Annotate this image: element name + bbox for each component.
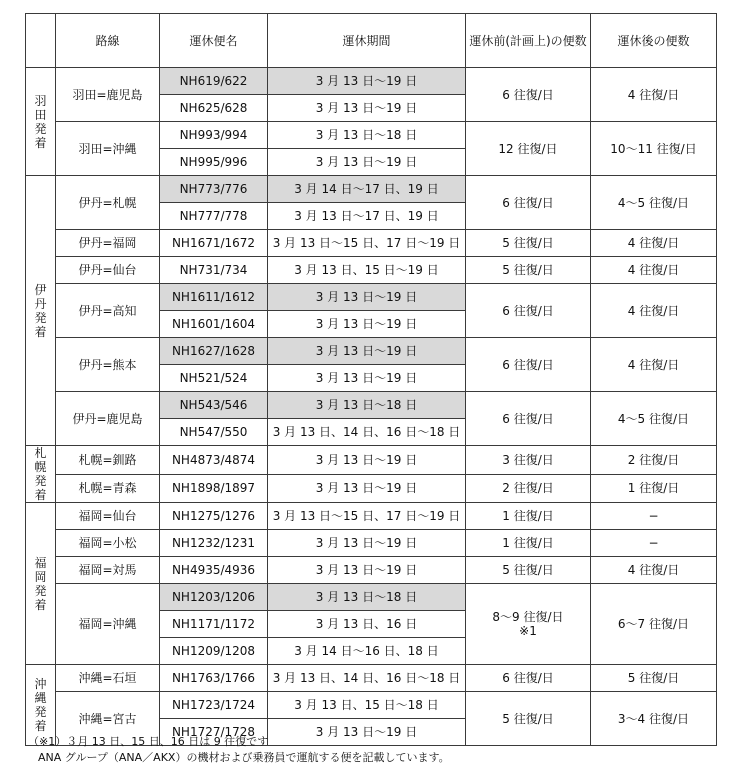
suspension-period-cell: 3 月 13 日、15 日〜18 日 [268, 692, 466, 719]
header-region [26, 14, 56, 68]
flights-after-cell: 4 往復/日 [591, 257, 717, 284]
flights-after-cell: 4 往復/日 [591, 557, 717, 584]
flight-number-cell: NH777/778 [160, 203, 268, 230]
region-label [26, 665, 56, 746]
header-before: 運休前(計画上)の便数 [466, 14, 591, 68]
flight-number-cell: NH1601/1604 [160, 311, 268, 338]
table-row [26, 338, 717, 365]
region-label [26, 446, 56, 503]
route-cell: 伊丹=鹿児島 [56, 392, 160, 446]
flight-number-cell: NH773/776 [160, 176, 268, 203]
flights-after-cell: 10〜11 往復/日 [591, 122, 717, 176]
flight-number-cell: NH1627/1628 [160, 338, 268, 365]
table-row [26, 474, 717, 503]
header-period: 運休期間 [268, 14, 466, 68]
suspension-period-cell: 3 月 13 日〜18 日 [268, 392, 466, 419]
flight-number-cell: NH1171/1172 [160, 611, 268, 638]
flights-before-cell: 5 往復/日 [466, 557, 591, 584]
flights-after-cell: − [591, 503, 717, 530]
suspension-period-cell: 3 月 13 日〜18 日 [268, 584, 466, 611]
route-cell: 伊丹=高知 [56, 284, 160, 338]
suspension-period-cell: 3 月 13 日〜19 日 [268, 311, 466, 338]
route-cell: 札幌=釧路 [56, 446, 160, 475]
flight-suspension-table [25, 13, 717, 746]
flights-before-cell: 6 往復/日 [466, 284, 591, 338]
flights-after-cell: − [591, 530, 717, 557]
flights-after-cell: 4〜5 往復/日 [591, 176, 717, 230]
flight-number-cell: NH731/734 [160, 257, 268, 284]
flight-number-cell: NH1763/1766 [160, 665, 268, 692]
flight-number-cell: NH1727/1728 [160, 719, 268, 746]
suspension-period-cell: 3 月 13 日、16 日 [268, 611, 466, 638]
flight-number-cell: NH625/628 [160, 95, 268, 122]
footnote-2: ANA グループ（ANA／AKX）の機材および乗務員で運航する便を記載しています。 [38, 751, 450, 764]
table-row [26, 176, 717, 203]
region-label [26, 176, 56, 446]
flights-before-cell: 3 往復/日 [466, 446, 591, 475]
table-row [26, 446, 717, 475]
flights-after-cell: 4 往復/日 [591, 284, 717, 338]
flights-before-cell: 12 往復/日 [466, 122, 591, 176]
table-row [26, 692, 717, 719]
flight-number-cell: NH521/524 [160, 365, 268, 392]
suspension-period-cell: 3 月 13 日〜19 日 [268, 474, 466, 503]
table-row [26, 68, 717, 95]
region-label-text: 伊丹発着 [34, 282, 47, 339]
table-row [26, 665, 717, 692]
flights-after-cell: 2 往復/日 [591, 446, 717, 475]
table-header-row [26, 14, 717, 68]
flight-number-cell: NH4873/4874 [160, 446, 268, 475]
table-row [26, 122, 717, 149]
region-label-text: 福岡発着 [34, 555, 47, 612]
route-cell: 羽田=鹿児島 [56, 68, 160, 122]
flight-number-cell: NH993/994 [160, 122, 268, 149]
suspension-period-cell: 3 月 13 日〜19 日 [268, 557, 466, 584]
suspension-period-cell: 3 月 13 日〜15 日、17 日〜19 日 [268, 230, 466, 257]
flight-number-cell: NH543/546 [160, 392, 268, 419]
flights-after-cell: 4 往復/日 [591, 338, 717, 392]
flight-number-cell: NH1203/1206 [160, 584, 268, 611]
route-cell: 福岡=仙台 [56, 503, 160, 530]
suspension-period-cell: 3 月 13 日〜19 日 [268, 530, 466, 557]
flights-before-cell: 5 往復/日 [466, 692, 591, 746]
suspension-period-cell: 3 月 13 日、15 日〜19 日 [268, 257, 466, 284]
table-row [26, 230, 717, 257]
flights-after-cell: 4〜5 往復/日 [591, 392, 717, 446]
flights-before-cell: 6 往復/日 [466, 665, 591, 692]
route-cell: 伊丹=仙台 [56, 257, 160, 284]
flight-number-cell: NH995/996 [160, 149, 268, 176]
suspension-period-cell: 3 月 13 日〜19 日 [268, 68, 466, 95]
flight-number-cell: NH1232/1231 [160, 530, 268, 557]
suspension-period-cell: 3 月 14 日〜17 日、19 日 [268, 176, 466, 203]
flight-number-cell: NH4935/4936 [160, 557, 268, 584]
route-cell: 沖縄=宮古 [56, 692, 160, 746]
flights-after-cell: 6〜7 往復/日 [591, 584, 717, 665]
table-body [26, 68, 717, 746]
route-cell: 札幌=青森 [56, 474, 160, 503]
suspension-period-cell: 3 月 13 日〜19 日 [268, 719, 466, 746]
region-label-text: 沖縄発着 [34, 677, 47, 733]
region-label-text: 札幌発着 [34, 446, 47, 502]
suspension-period-cell: 3 月 13 日〜19 日 [268, 365, 466, 392]
flights-before-cell: 5 往復/日 [466, 230, 591, 257]
flight-number-cell: NH1898/1897 [160, 474, 268, 503]
suspension-period-cell: 3 月 13 日、14 日、16 日〜18 日 [268, 419, 466, 446]
flight-number-cell: NH619/622 [160, 68, 268, 95]
footnote-1: （※1）３月 13 日、15 日、16 日は 9 往復です [28, 735, 269, 748]
suspension-period-cell: 3 月 13 日〜17 日、19 日 [268, 203, 466, 230]
flight-number-cell: NH1611/1612 [160, 284, 268, 311]
suspension-period-cell: 3 月 13 日〜15 日、17 日〜19 日 [268, 503, 466, 530]
route-cell: 伊丹=札幌 [56, 176, 160, 230]
flights-before-cell: 6 往復/日 [466, 176, 591, 230]
flights-after-cell: 3〜4 往復/日 [591, 692, 717, 746]
header-after: 運休後の便数 [591, 14, 717, 68]
flight-number-cell: NH1671/1672 [160, 230, 268, 257]
flight-number-cell: NH1209/1208 [160, 638, 268, 665]
flights-before-cell: 6 往復/日 [466, 68, 591, 122]
suspension-period-cell: 3 月 13 日〜19 日 [268, 95, 466, 122]
flight-number-cell: NH1275/1276 [160, 503, 268, 530]
flights-after-cell: 4 往復/日 [591, 68, 717, 122]
table-row [26, 392, 717, 419]
route-cell: 福岡=対馬 [56, 557, 160, 584]
suspension-period-cell: 3 月 13 日〜19 日 [268, 284, 466, 311]
table-row [26, 530, 717, 557]
suspension-period-cell: 3 月 14 日〜16 日、18 日 [268, 638, 466, 665]
flights-after-cell: 1 往復/日 [591, 474, 717, 503]
route-cell: 福岡=沖縄 [56, 584, 160, 665]
route-cell: 伊丹=福岡 [56, 230, 160, 257]
flight-number-cell: NH547/550 [160, 419, 268, 446]
suspension-period-cell: 3 月 13 日〜19 日 [268, 338, 466, 365]
flights-before-cell: 1 往復/日 [466, 503, 591, 530]
route-cell: 伊丹=熊本 [56, 338, 160, 392]
flights-after-cell: 5 往復/日 [591, 665, 717, 692]
route-cell: 福岡=小松 [56, 530, 160, 557]
flights-before-cell: 5 往復/日 [466, 257, 591, 284]
flights-before-cell: 2 往復/日 [466, 474, 591, 503]
table-row [26, 557, 717, 584]
table-row [26, 257, 717, 284]
route-cell: 羽田=沖縄 [56, 122, 160, 176]
route-cell: 沖縄=石垣 [56, 665, 160, 692]
region-label-text: 羽田発着 [34, 93, 47, 150]
flights-before-cell: 1 往復/日 [466, 530, 591, 557]
table-row [26, 584, 717, 611]
flights-after-cell: 4 往復/日 [591, 230, 717, 257]
header-route: 路線 [56, 14, 160, 68]
suspension-period-cell: 3 月 13 日〜18 日 [268, 122, 466, 149]
table-row [26, 284, 717, 311]
table-row [26, 503, 717, 530]
suspension-period-cell: 3 月 13 日〜19 日 [268, 446, 466, 475]
header-flight: 運休便名 [160, 14, 268, 68]
flights-before-cell: 8〜9 往復/日 ※1 [466, 584, 591, 665]
flight-number-cell: NH1723/1724 [160, 692, 268, 719]
region-label [26, 503, 56, 665]
region-label [26, 68, 56, 176]
suspension-period-cell: 3 月 13 日〜19 日 [268, 149, 466, 176]
flights-before-cell: 6 往復/日 [466, 392, 591, 446]
suspension-period-cell: 3 月 13 日、14 日、16 日〜18 日 [268, 665, 466, 692]
flights-before-cell: 6 往復/日 [466, 338, 591, 392]
